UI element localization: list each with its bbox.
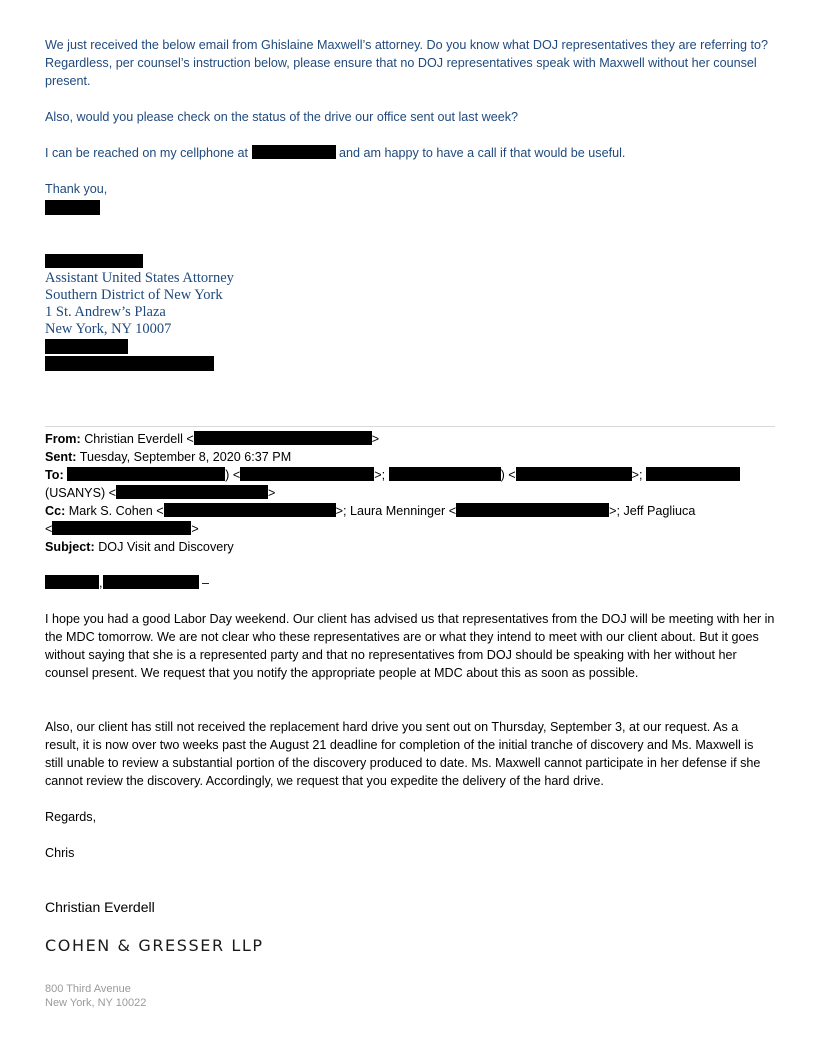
sent-value: Tuesday, September 8, 2020 6:37 PM bbox=[79, 450, 292, 464]
intro-paragraph-3 bbox=[45, 144, 775, 162]
cc-label: Cc: bbox=[45, 504, 66, 518]
redaction-from-email bbox=[194, 431, 372, 445]
subject-value: DOJ Visit and Discovery bbox=[98, 540, 234, 554]
header-to-cont: (USANYS) < > bbox=[45, 486, 276, 500]
intro-phone-text-after: and am happy to have a call if that would be useful. bbox=[339, 146, 626, 160]
sender-street: 1 St. Andrew’s Plaza bbox=[45, 304, 166, 320]
redaction-sender-first-name bbox=[45, 200, 100, 215]
to-usanys: (USANYS) < bbox=[45, 486, 117, 500]
cc-pagliuca: Jeff Pagliuca bbox=[623, 504, 696, 518]
cc-cohen: Mark S. Cohen < bbox=[68, 504, 164, 518]
header-cc: Cc: Mark S. Cohen < >; Laura Menninger < >; Jeff Pagliuca bbox=[45, 504, 696, 518]
body-paragraph-1: I hope you had a good Labor Day weekend. Our client has advised us that representatives from the DOJ will be meeting with her in the MDC tomorrow. We are not clear who these representatives are or what they intend to meet with our client about. But it goes without saying that she is a represented party and that no representatives from DOJ should be speaking with her without her counsel present. We request that you notify the appropriate people at MDC about this as soon as possible. bbox=[45, 612, 775, 680]
intro-thanks: Thank you, bbox=[45, 182, 108, 196]
sender-office: Southern District of New York bbox=[45, 287, 223, 303]
from-label: From: bbox=[45, 432, 81, 446]
signature-city: New York, NY 10022 bbox=[45, 997, 147, 1009]
signature-name: Christian Everdell bbox=[45, 899, 155, 915]
to-label: To: bbox=[45, 468, 64, 482]
header-to: To: ) < >; ) < >; bbox=[45, 466, 775, 484]
greeting: , – bbox=[45, 574, 775, 592]
redaction-sender-email bbox=[45, 356, 214, 371]
sender-title: Assistant United States Attorney bbox=[45, 270, 234, 286]
body-chris: Chris bbox=[45, 846, 75, 860]
redaction-sender-name bbox=[45, 254, 143, 268]
intro-paragraph-1: We just received the below email from Ghislaine Maxwell’s attorney. Do you know what DOJ representatives they are referring to? Regardless, per counsel’s instruction below, please ensure that no DOJ representatives speak with Maxwell without her counsel present. bbox=[45, 38, 769, 88]
redaction-phone bbox=[252, 145, 336, 159]
redaction-to-3 bbox=[646, 467, 740, 481]
redaction-cc-menninger-email bbox=[456, 503, 609, 517]
header-divider bbox=[45, 426, 775, 427]
redaction-sender-phone bbox=[45, 339, 128, 354]
redaction-greeting-1 bbox=[45, 575, 99, 589]
sender-signature bbox=[45, 270, 234, 338]
body-regards: Regards, bbox=[45, 810, 97, 824]
header-sent bbox=[45, 448, 775, 466]
intro-paragraph-2: Also, would you please check on the status of the drive our office sent out last week? bbox=[45, 110, 519, 124]
redaction-to-2 bbox=[389, 467, 501, 481]
subject-label: Subject: bbox=[45, 540, 95, 554]
sender-city: New York, NY 10007 bbox=[45, 321, 172, 337]
redaction-to-1 bbox=[67, 467, 225, 481]
signature-firm-logo: COHEN & GRESSER LLP bbox=[45, 936, 264, 955]
from-value: Christian Everdell < bbox=[84, 432, 194, 446]
signature-address bbox=[45, 982, 146, 1010]
redaction-cc-pagliuca-email bbox=[52, 521, 191, 535]
body-paragraph-2: Also, our client has still not received the replacement hard drive you sent out on Thursday, September 3, at our request. As a result, it is now over two weeks past the August 21 deadline for completion of the initial tranche of discovery and Ms. Maxwell is still unable to review a substantial portion of the discovery produced to date. Ms. Maxwell cannot participate in her defense if she cannot review the discovery. Accordingly, we request that you expedite the delivery of the hard drive. bbox=[45, 720, 761, 788]
header-subject bbox=[45, 538, 775, 556]
redaction-to-1-email bbox=[240, 467, 374, 481]
intro-phone-text-before: I can be reached on my cellphone at bbox=[45, 146, 249, 160]
redaction-cc-cohen-email bbox=[164, 503, 336, 517]
cc-menninger: Laura Menninger < bbox=[350, 504, 457, 518]
header-from: From: Christian Everdell < > bbox=[45, 432, 380, 446]
redaction-to-3-email bbox=[116, 485, 268, 499]
sent-label: Sent: bbox=[45, 450, 77, 464]
signature-street: 800 Third Avenue bbox=[45, 983, 131, 995]
header-cc-cont: < > bbox=[45, 522, 199, 536]
redaction-to-2-email bbox=[516, 467, 632, 481]
redaction-greeting-2 bbox=[103, 575, 199, 589]
